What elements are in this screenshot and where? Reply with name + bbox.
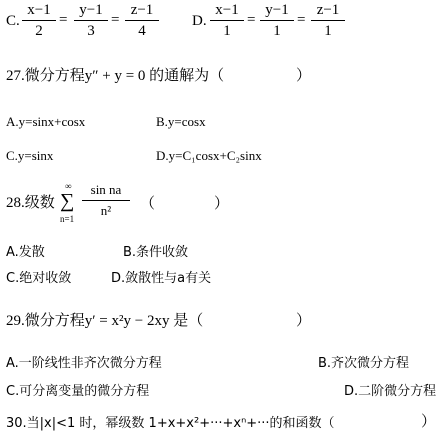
series-term-fraction <box>82 182 130 219</box>
option-c: C.绝对收敛 <box>6 271 72 286</box>
sum-upper-limit: ∞ <box>65 181 72 191</box>
question-28-open-paren: （ <box>140 196 156 212</box>
fraction-x <box>22 2 56 39</box>
fraction-denominator: 2 <box>35 23 43 39</box>
option-a: A.发散 <box>6 245 45 260</box>
fraction-numerator: x−1 <box>215 2 239 18</box>
question-30-stem: 30.当|x|<1 时，幂级数 1+x+x²+···+xⁿ+···的和函数（ <box>6 416 335 431</box>
question-27-stem: 27.微分方程y″ + y = 0 的通解为（ <box>6 68 225 84</box>
fraction-denominator: 1 <box>273 23 281 39</box>
fraction-y <box>74 2 108 39</box>
option-b: B.条件收敛 <box>123 245 189 260</box>
sum-lower-limit: n=1 <box>60 214 75 224</box>
fraction-numerator: z−1 <box>316 2 340 18</box>
fraction-y <box>260 2 294 39</box>
question-30-close-paren: ） <box>421 414 437 430</box>
fraction-denominator: 4 <box>138 23 146 39</box>
question-27-close-paren: ） <box>296 68 312 84</box>
question-29-close-paren: ） <box>296 313 312 329</box>
fraction-denominator: n² <box>100 203 112 218</box>
option-c-label: C. <box>6 13 20 29</box>
fraction-numerator: y−1 <box>265 2 289 18</box>
question-28-close-paren: ） <box>214 196 230 212</box>
option-c: C.可分离变量的微分方程 <box>6 384 150 399</box>
option-a: A.一阶线性非齐次微分方程 <box>6 356 162 371</box>
fraction-denominator: 1 <box>324 23 332 39</box>
equals-sign: = <box>59 12 68 28</box>
fraction-numerator: z−1 <box>130 2 154 18</box>
fraction-numerator: sin na <box>90 182 122 197</box>
fraction-x <box>210 2 244 39</box>
option-a: A.y=sinx+cosx <box>6 114 86 129</box>
option-d: D.敛散性与a有关 <box>111 271 212 286</box>
equals-sign: = <box>111 12 120 28</box>
option-d: D.二阶微分方程 <box>344 384 437 399</box>
equals-sign: = <box>297 12 306 28</box>
fraction-denominator: 3 <box>87 23 95 39</box>
fraction-z <box>125 2 159 39</box>
option-b: B.齐次微分方程 <box>318 356 410 371</box>
option-d-label: D. <box>192 13 207 29</box>
option-c: C.y=sinx <box>6 148 54 163</box>
question-29-stem: 29.微分方程y′ = x²y − 2xy 是（ <box>6 313 204 329</box>
fraction-numerator: x−1 <box>27 2 51 18</box>
equals-sign: = <box>247 12 256 28</box>
fraction-numerator: y−1 <box>79 2 103 18</box>
sigma-symbol: ∑ <box>60 190 75 212</box>
question-28-stem: 28.级数 <box>6 195 55 211</box>
fraction-denominator: 1 <box>223 23 231 39</box>
option-b: B.y=cosx <box>156 114 206 129</box>
fraction-z <box>311 2 345 39</box>
option-d: D.y=C₁cosx+C₂sinx <box>156 148 262 163</box>
